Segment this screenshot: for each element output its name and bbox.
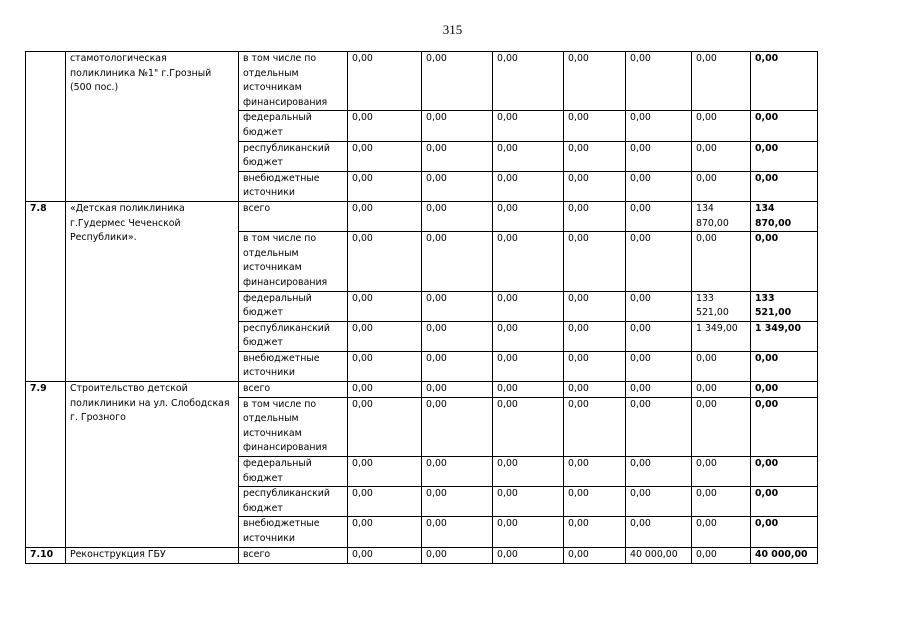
total-value-cell: 0,00: [751, 382, 818, 398]
year-value-cell: 0,00: [348, 111, 422, 141]
year-value-cell: 0,00: [422, 517, 493, 547]
item-number: 7.8: [26, 201, 66, 381]
year-value-cell: 0,00: [348, 457, 422, 487]
item-number: 7.10: [26, 547, 66, 563]
year-value-cell: 0,00: [422, 547, 493, 563]
year-value-cell: 0,00: [626, 201, 692, 231]
year-value-cell: 0,00: [626, 321, 692, 351]
item-number: [26, 52, 66, 202]
year-value-cell: 0,00: [692, 517, 751, 547]
total-value-cell: 134 870,00: [751, 201, 818, 231]
year-value-cell: 0,00: [564, 351, 626, 381]
year-value-cell: 0,00: [493, 321, 564, 351]
year-value-cell: 133 521,00: [692, 291, 751, 321]
year-value-cell: 40 000,00: [626, 547, 692, 563]
funding-source: республиканский бюджет: [239, 141, 348, 171]
year-value-cell: 0,00: [626, 232, 692, 291]
year-value-cell: 0,00: [692, 382, 751, 398]
year-value-cell: 0,00: [348, 321, 422, 351]
year-value-cell: 0,00: [422, 351, 493, 381]
year-value-cell: 0,00: [348, 547, 422, 563]
year-value-cell: 0,00: [564, 52, 626, 111]
year-value-cell: 0,00: [422, 52, 493, 111]
funding-source: в том числе по отдельным источникам финансирования: [239, 52, 348, 111]
year-value-cell: 0,00: [564, 201, 626, 231]
table-row: [26, 52, 818, 111]
year-value-cell: 0,00: [493, 457, 564, 487]
year-value-cell: 0,00: [422, 201, 493, 231]
year-value-cell: 0,00: [564, 397, 626, 456]
year-value-cell: 0,00: [564, 517, 626, 547]
year-value-cell: 0,00: [422, 141, 493, 171]
total-value-cell: 0,00: [751, 111, 818, 141]
year-value-cell: 0,00: [422, 291, 493, 321]
year-value-cell: 0,00: [422, 111, 493, 141]
year-value-cell: 0,00: [626, 487, 692, 517]
year-value-cell: 0,00: [348, 171, 422, 201]
year-value-cell: 0,00: [564, 382, 626, 398]
year-value-cell: 0,00: [564, 111, 626, 141]
year-value-cell: 0,00: [493, 111, 564, 141]
year-value-cell: 0,00: [626, 141, 692, 171]
total-value-cell: 0,00: [751, 397, 818, 456]
year-value-cell: 0,00: [564, 232, 626, 291]
total-value-cell: 0,00: [751, 52, 818, 111]
year-value-cell: 0,00: [493, 351, 564, 381]
year-value-cell: 0,00: [692, 171, 751, 201]
total-value-cell: 0,00: [751, 457, 818, 487]
year-value-cell: 0,00: [493, 291, 564, 321]
page-number: 315: [442, 22, 463, 37]
total-value-cell: 0,00: [751, 351, 818, 381]
table-row: [26, 201, 818, 231]
year-value-cell: 0,00: [692, 487, 751, 517]
year-value-cell: 0,00: [626, 291, 692, 321]
year-value-cell: 0,00: [692, 351, 751, 381]
year-value-cell: 0,00: [348, 141, 422, 171]
funding-source: федеральный бюджет: [239, 291, 348, 321]
year-value-cell: 0,00: [692, 52, 751, 111]
year-value-cell: 0,00: [626, 171, 692, 201]
funding-source: всего: [239, 382, 348, 398]
funding-source: в том числе по отдельным источникам финансирования: [239, 397, 348, 456]
year-value-cell: 0,00: [422, 321, 493, 351]
funding-source: в том числе по отдельным источникам финансирования: [239, 232, 348, 291]
year-value-cell: 0,00: [564, 457, 626, 487]
year-value-cell: 0,00: [692, 232, 751, 291]
funding-source: республиканский бюджет: [239, 487, 348, 517]
funding-source: всего: [239, 547, 348, 563]
year-value-cell: 0,00: [626, 457, 692, 487]
year-value-cell: 0,00: [348, 397, 422, 456]
funding-source: федеральный бюджет: [239, 111, 348, 141]
funding-source: республиканский бюджет: [239, 321, 348, 351]
year-value-cell: 0,00: [692, 111, 751, 141]
year-value-cell: 0,00: [348, 201, 422, 231]
year-value-cell: 0,00: [422, 487, 493, 517]
year-value-cell: 0,00: [422, 397, 493, 456]
item-number: 7.9: [26, 382, 66, 548]
year-value-cell: 0,00: [493, 201, 564, 231]
total-value-cell: 0,00: [751, 141, 818, 171]
total-value-cell: 40 000,00: [751, 547, 818, 563]
year-value-cell: 0,00: [348, 517, 422, 547]
year-value-cell: 0,00: [626, 382, 692, 398]
total-value-cell: 0,00: [751, 487, 818, 517]
year-value-cell: 0,00: [493, 171, 564, 201]
year-value-cell: 0,00: [348, 487, 422, 517]
year-value-cell: 0,00: [493, 517, 564, 547]
table-row: [26, 547, 818, 563]
year-value-cell: 0,00: [422, 382, 493, 398]
funding-source: внебюджетные источники: [239, 517, 348, 547]
year-value-cell: 0,00: [626, 397, 692, 456]
item-name: «Детская поликлиника г.Гудермес Чеченской Республики».: [66, 201, 239, 381]
total-value-cell: 133 521,00: [751, 291, 818, 321]
item-name: Строительство детской поликлиники на ул. Слободская г. Грозного: [66, 382, 239, 548]
year-value-cell: 0,00: [692, 547, 751, 563]
year-value-cell: 0,00: [422, 232, 493, 291]
year-value-cell: 0,00: [626, 52, 692, 111]
funding-source: внебюджетные источники: [239, 351, 348, 381]
year-value-cell: 0,00: [348, 382, 422, 398]
year-value-cell: 0,00: [493, 232, 564, 291]
year-value-cell: 0,00: [626, 351, 692, 381]
item-name: стамотологическая поликлиника №1" г.Грозный (500 пос.): [66, 52, 239, 202]
funding-source: федеральный бюджет: [239, 457, 348, 487]
year-value-cell: 0,00: [422, 171, 493, 201]
year-value-cell: 0,00: [564, 171, 626, 201]
funding-source: всего: [239, 201, 348, 231]
year-value-cell: 0,00: [348, 291, 422, 321]
year-value-cell: 0,00: [493, 487, 564, 517]
year-value-cell: 134 870,00: [692, 201, 751, 231]
total-value-cell: 0,00: [751, 517, 818, 547]
year-value-cell: 0,00: [564, 547, 626, 563]
year-value-cell: 0,00: [626, 111, 692, 141]
item-name: Реконструкция ГБУ: [66, 547, 239, 563]
funding-source: внебюджетные источники: [239, 171, 348, 201]
year-value-cell: 1 349,00: [692, 321, 751, 351]
year-value-cell: 0,00: [348, 52, 422, 111]
year-value-cell: 0,00: [564, 321, 626, 351]
year-value-cell: 0,00: [692, 141, 751, 171]
total-value-cell: 0,00: [751, 171, 818, 201]
year-value-cell: 0,00: [493, 547, 564, 563]
table-row: [26, 382, 818, 398]
total-value-cell: 0,00: [751, 232, 818, 291]
year-value-cell: 0,00: [692, 397, 751, 456]
year-value-cell: 0,00: [564, 487, 626, 517]
year-value-cell: 0,00: [692, 457, 751, 487]
year-value-cell: 0,00: [493, 52, 564, 111]
year-value-cell: 0,00: [564, 291, 626, 321]
total-value-cell: 1 349,00: [751, 321, 818, 351]
year-value-cell: 0,00: [348, 232, 422, 291]
year-value-cell: 0,00: [564, 141, 626, 171]
year-value-cell: 0,00: [348, 351, 422, 381]
year-value-cell: 0,00: [493, 141, 564, 171]
year-value-cell: 0,00: [493, 382, 564, 398]
year-value-cell: 0,00: [422, 457, 493, 487]
budget-table: [25, 51, 818, 564]
year-value-cell: 0,00: [493, 397, 564, 456]
year-value-cell: 0,00: [626, 517, 692, 547]
